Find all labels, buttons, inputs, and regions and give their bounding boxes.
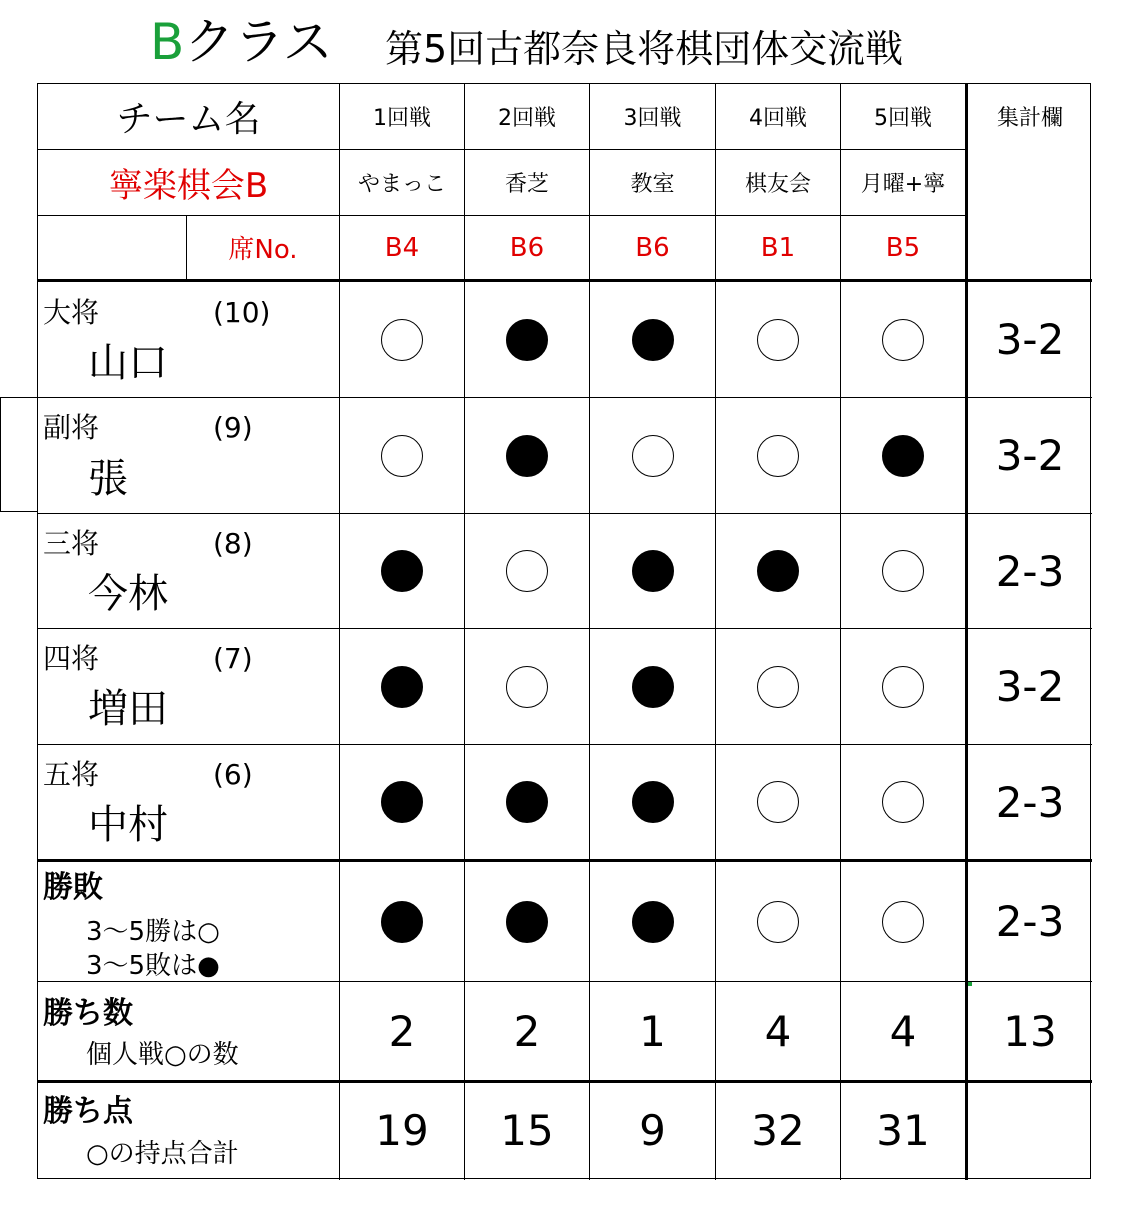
player-5-round-5-win-mark (882, 781, 924, 823)
player-3-round-4-loss-mark (757, 550, 799, 592)
player-4-rank: (7) (213, 642, 253, 675)
player-2-round-4-win-mark (757, 435, 799, 477)
team-result-round-1-loss-mark (381, 901, 423, 943)
team-result-round-1-cell (340, 862, 464, 981)
points-round-4: 32 (751, 1106, 805, 1155)
player-2-rank: (9) (213, 411, 253, 444)
team-result-total: 2-3 (995, 897, 1065, 946)
round-3-label: 3回戦 (623, 106, 682, 131)
team-result-note-2: 3〜5敗は● (86, 951, 220, 981)
round-1-opponent: やまっこ (357, 172, 446, 197)
team-result-round-2-loss-mark (506, 901, 548, 943)
player-1-round-5-win-mark (882, 319, 924, 361)
class-title (150, 12, 333, 72)
round-2-seat: B6 (509, 232, 545, 263)
player-2-round-1-win-mark (381, 435, 423, 477)
player-2-name: 張 (88, 456, 128, 502)
player-2-round-3-cell (590, 398, 715, 513)
player-1-total: 3-2 (995, 315, 1065, 364)
player-4-round-3-loss-mark (632, 666, 674, 708)
points-note: ○の持点合計 (86, 1139, 239, 1169)
seat-label: 席No. (228, 235, 298, 265)
player-1-round-5-cell (841, 282, 965, 397)
player-1-round-2-cell (465, 282, 589, 397)
player-4-round-1-loss-mark (381, 666, 423, 708)
round-3-opponent: 教室 (630, 172, 675, 197)
wins-total: 13 (1003, 1006, 1057, 1056)
team-result-round-5-win-mark (882, 901, 924, 943)
team-result-note-1: 3〜5勝は○ (86, 917, 220, 947)
player-3-round-1-loss-mark (381, 550, 423, 592)
wins-round-3: 1 (639, 1006, 666, 1056)
player-3-round-2-cell (465, 514, 589, 628)
results-table (37, 83, 1091, 1179)
player-5-round-4-cell (716, 745, 840, 859)
round-5-label: 5回戦 (874, 106, 932, 131)
player-3-name: 今林 (88, 571, 168, 617)
team-label: チーム名 (116, 99, 261, 140)
player-1-round-1-cell (340, 282, 464, 397)
player-1-round-4-win-mark (757, 319, 799, 361)
green-corner-mark (968, 982, 972, 986)
player-3-rank: (8) (213, 527, 253, 560)
round-1-label: 1回戦 (373, 106, 431, 131)
round-5-seat: B5 (885, 232, 921, 263)
round-5-opponent: 月曜+寧 (860, 172, 946, 197)
player-2-round-5-cell (841, 398, 965, 513)
points-label: 勝ち点 (43, 1094, 133, 1129)
round-4-opponent: 棋友会 (744, 172, 811, 197)
player-3-round-1-cell (340, 514, 464, 628)
player-4-round-4-cell (716, 629, 840, 744)
player-2-round-2-loss-mark (506, 435, 548, 477)
player-3-total: 2-3 (995, 546, 1065, 596)
player-5-round-4-win-mark (757, 781, 799, 823)
points-round-1: 19 (375, 1106, 429, 1155)
player-4-round-2-cell (465, 629, 589, 744)
class-suffix: クラス (184, 13, 333, 71)
wins-label: 勝ち数 (43, 996, 133, 1031)
player-5-rank: (6) (213, 758, 253, 791)
player-3-round-5-win-mark (882, 550, 924, 592)
player-1-name: 山口 (88, 340, 168, 386)
player-5-round-1-cell (340, 745, 464, 859)
player-2-round-1-cell (340, 398, 464, 513)
player-1-rank: (10) (213, 296, 271, 329)
player-5-round-2-cell (465, 745, 589, 859)
round-2-opponent: 香芝 (504, 172, 549, 197)
round-4-seat: B1 (760, 232, 796, 263)
player-4-total: 3-2 (995, 662, 1065, 711)
player-4-round-2-win-mark (506, 666, 548, 708)
points-total (968, 1083, 1092, 1178)
player-1-round-3-loss-mark (632, 319, 674, 361)
team-name: 寧楽棋会B (108, 166, 269, 206)
player-5-round-3-loss-mark (632, 781, 674, 823)
player-1-round-1-win-mark (381, 319, 423, 361)
player-5-name: 中村 (88, 802, 168, 848)
player-3-round-3-cell (590, 514, 715, 628)
team-result-round-4-cell (716, 862, 840, 981)
player-2-round-2-cell (465, 398, 589, 513)
points-round-5: 31 (876, 1106, 930, 1155)
player-2-total: 3-2 (995, 431, 1065, 480)
team-result-label: 勝敗 (43, 870, 103, 905)
player-4-round-4-win-mark (757, 666, 799, 708)
round-2-label: 2回戦 (498, 106, 556, 131)
player-2-round-4-cell (716, 398, 840, 513)
player-2-position: 副将 (43, 411, 100, 444)
player-5-round-3-cell (590, 745, 715, 859)
event-title: 第5回古都奈良将棋団体交流戦 (385, 27, 904, 71)
team-result-round-5-cell (841, 862, 965, 981)
player-3-round-2-win-mark (506, 550, 548, 592)
team-result-round-2-cell (465, 862, 589, 981)
wins-round-5: 4 (889, 1006, 917, 1056)
team-result-round-3-loss-mark (632, 901, 674, 943)
player-4-position: 四将 (43, 642, 100, 675)
player-1-round-3-cell (590, 282, 715, 397)
player-5-position: 五将 (43, 758, 100, 791)
player-5-round-1-loss-mark (381, 781, 423, 823)
player-4-round-5-win-mark (882, 666, 924, 708)
class-letter: B (150, 13, 185, 71)
player-2-round-5-loss-mark (882, 435, 924, 477)
player-3-position: 三将 (43, 527, 100, 560)
points-round-2: 15 (500, 1106, 554, 1155)
player-1-round-2-loss-mark (506, 319, 548, 361)
player-3-round-3-loss-mark (632, 550, 674, 592)
round-1-seat: B4 (384, 232, 420, 263)
player-4-round-5-cell (841, 629, 965, 744)
points-round-3: 9 (639, 1106, 666, 1155)
player-5-round-5-cell (841, 745, 965, 859)
round-4-label: 4回戦 (749, 106, 807, 131)
wins-note: 個人戦○の数 (86, 1040, 239, 1070)
side-bracket-bottom (0, 511, 37, 512)
wins-round-4: 4 (764, 1006, 792, 1056)
side-bracket-top (0, 397, 37, 398)
player-4-name: 増田 (88, 686, 168, 732)
player-5-total: 2-3 (995, 777, 1065, 827)
player-4-round-3-cell (590, 629, 715, 744)
player-1-position: 大将 (43, 296, 100, 329)
player-2-round-3-win-mark (632, 435, 674, 477)
side-bracket (0, 397, 1, 512)
team-result-round-3-cell (590, 862, 715, 981)
wins-round-1: 2 (388, 1006, 416, 1056)
player-1-round-4-cell (716, 282, 840, 397)
summary-header: 集計欄 (996, 106, 1063, 131)
player-5-round-2-loss-mark (506, 781, 548, 823)
player-4-round-1-cell (340, 629, 464, 744)
player-3-round-4-cell (716, 514, 840, 628)
round-3-seat: B6 (635, 232, 670, 263)
wins-round-2: 2 (513, 1006, 541, 1056)
team-result-round-4-win-mark (757, 901, 799, 943)
player-3-round-5-cell (841, 514, 965, 628)
